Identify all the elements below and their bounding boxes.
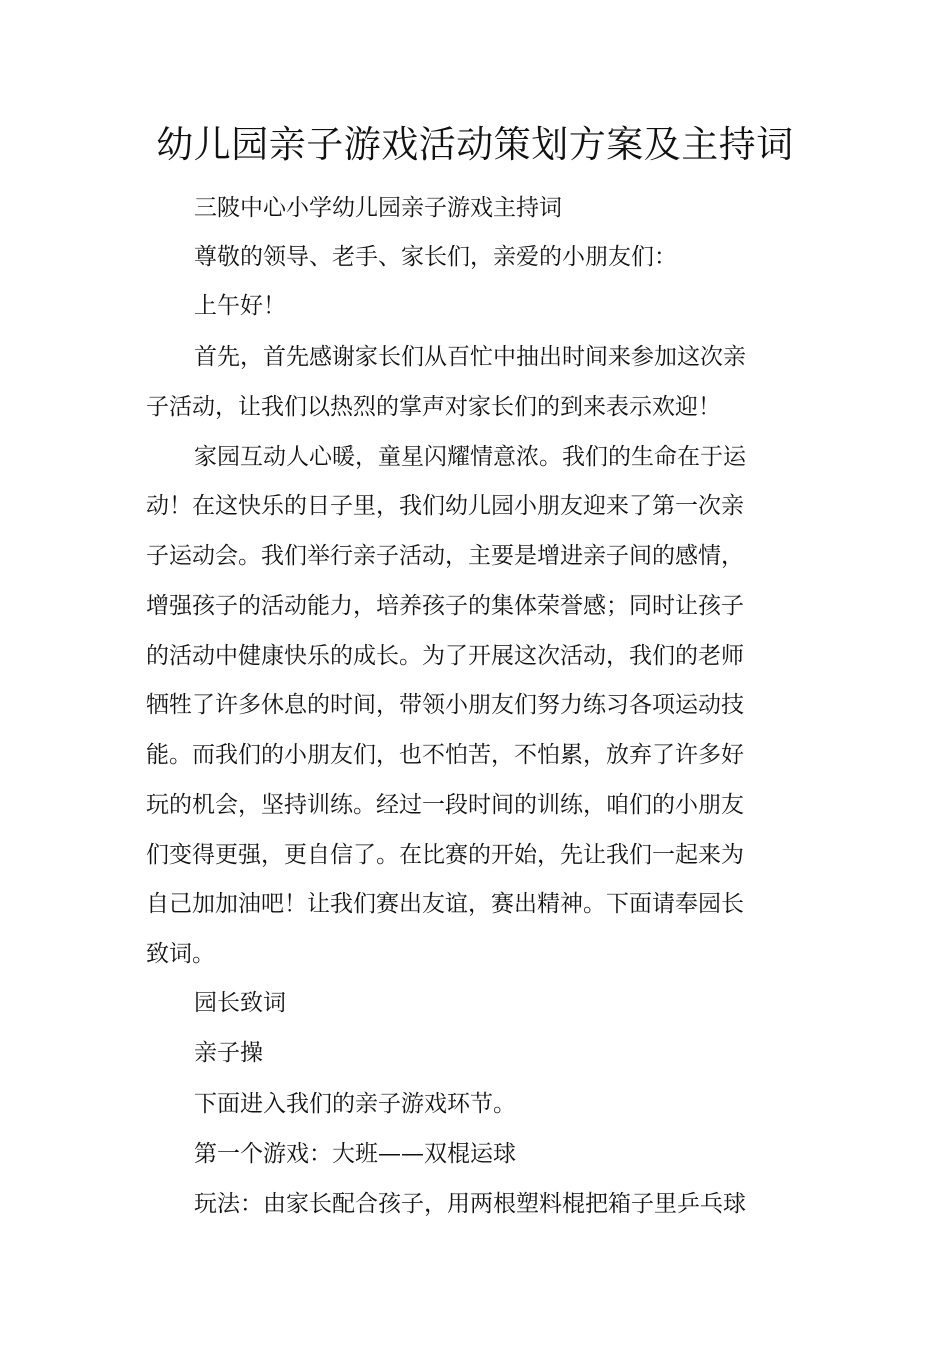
paragraph-line: 亲子操 (194, 1040, 263, 1066)
paragraph-line: 子运动会。我们举行亲子活动，主要是增进亲子间的感情， (146, 543, 744, 569)
paragraph-line: 第一个游戏：大班——双棍运球 (194, 1141, 516, 1167)
document-title: 幼儿园亲子游戏活动策划方案及主持词 (156, 123, 794, 166)
paragraph-line: 下面进入我们的亲子游戏环节。 (194, 1091, 516, 1117)
paragraph-line: 增强孩子的活动能力，培养孩子的集体荣誉感；同时让孩子 (146, 593, 744, 619)
paragraph-line: 玩法：由家长配合孩子，用两根塑料棍把箱子里乒乓球 (194, 1191, 746, 1217)
paragraph-line: 玩的机会，坚持训练。经过一段时间的训练，咱们的小朋友 (146, 792, 744, 818)
paragraph-line: 尊敬的领导、老手、家长们，亲爱的小朋友们： (194, 244, 677, 270)
paragraph-line: 自己加加油吧！让我们赛出友谊，赛出精神。下面请奉园长 (146, 891, 744, 917)
paragraph-line: 三陂中心小学幼儿园亲子游戏主持词 (194, 195, 562, 221)
paragraph-line: 能。而我们的小朋友们，也不怕苦，不怕累，放弃了许多好 (146, 742, 744, 768)
paragraph-line: 致词。 (146, 941, 215, 967)
paragraph-line: 子活动，让我们以热烈的掌声对家长们的到来表示欢迎！ (146, 394, 721, 420)
paragraph-line: 首先，首先感谢家长们从百忙中抽出时间来参加这次亲 (194, 344, 746, 370)
paragraph-line: 的活动中健康快乐的成长。为了开展这次活动，我们的老师 (146, 643, 744, 669)
paragraph-line: 园长致词 (194, 990, 286, 1016)
paragraph-line: 动！在这快乐的日子里，我们幼儿园小朋友迎来了第一次亲 (146, 493, 744, 519)
paragraph-line: 牺牲了许多休息的时间，带领小朋友们努力练习各项运动技 (146, 692, 744, 718)
paragraph-line: 上午好！ (194, 293, 286, 319)
paragraph-line: 们变得更强，更自信了。在比赛的开始，先让我们一起来为 (146, 842, 744, 868)
paragraph-line: 家园互动人心暖，童星闪耀情意浓。我们的生命在于运 (194, 444, 746, 470)
